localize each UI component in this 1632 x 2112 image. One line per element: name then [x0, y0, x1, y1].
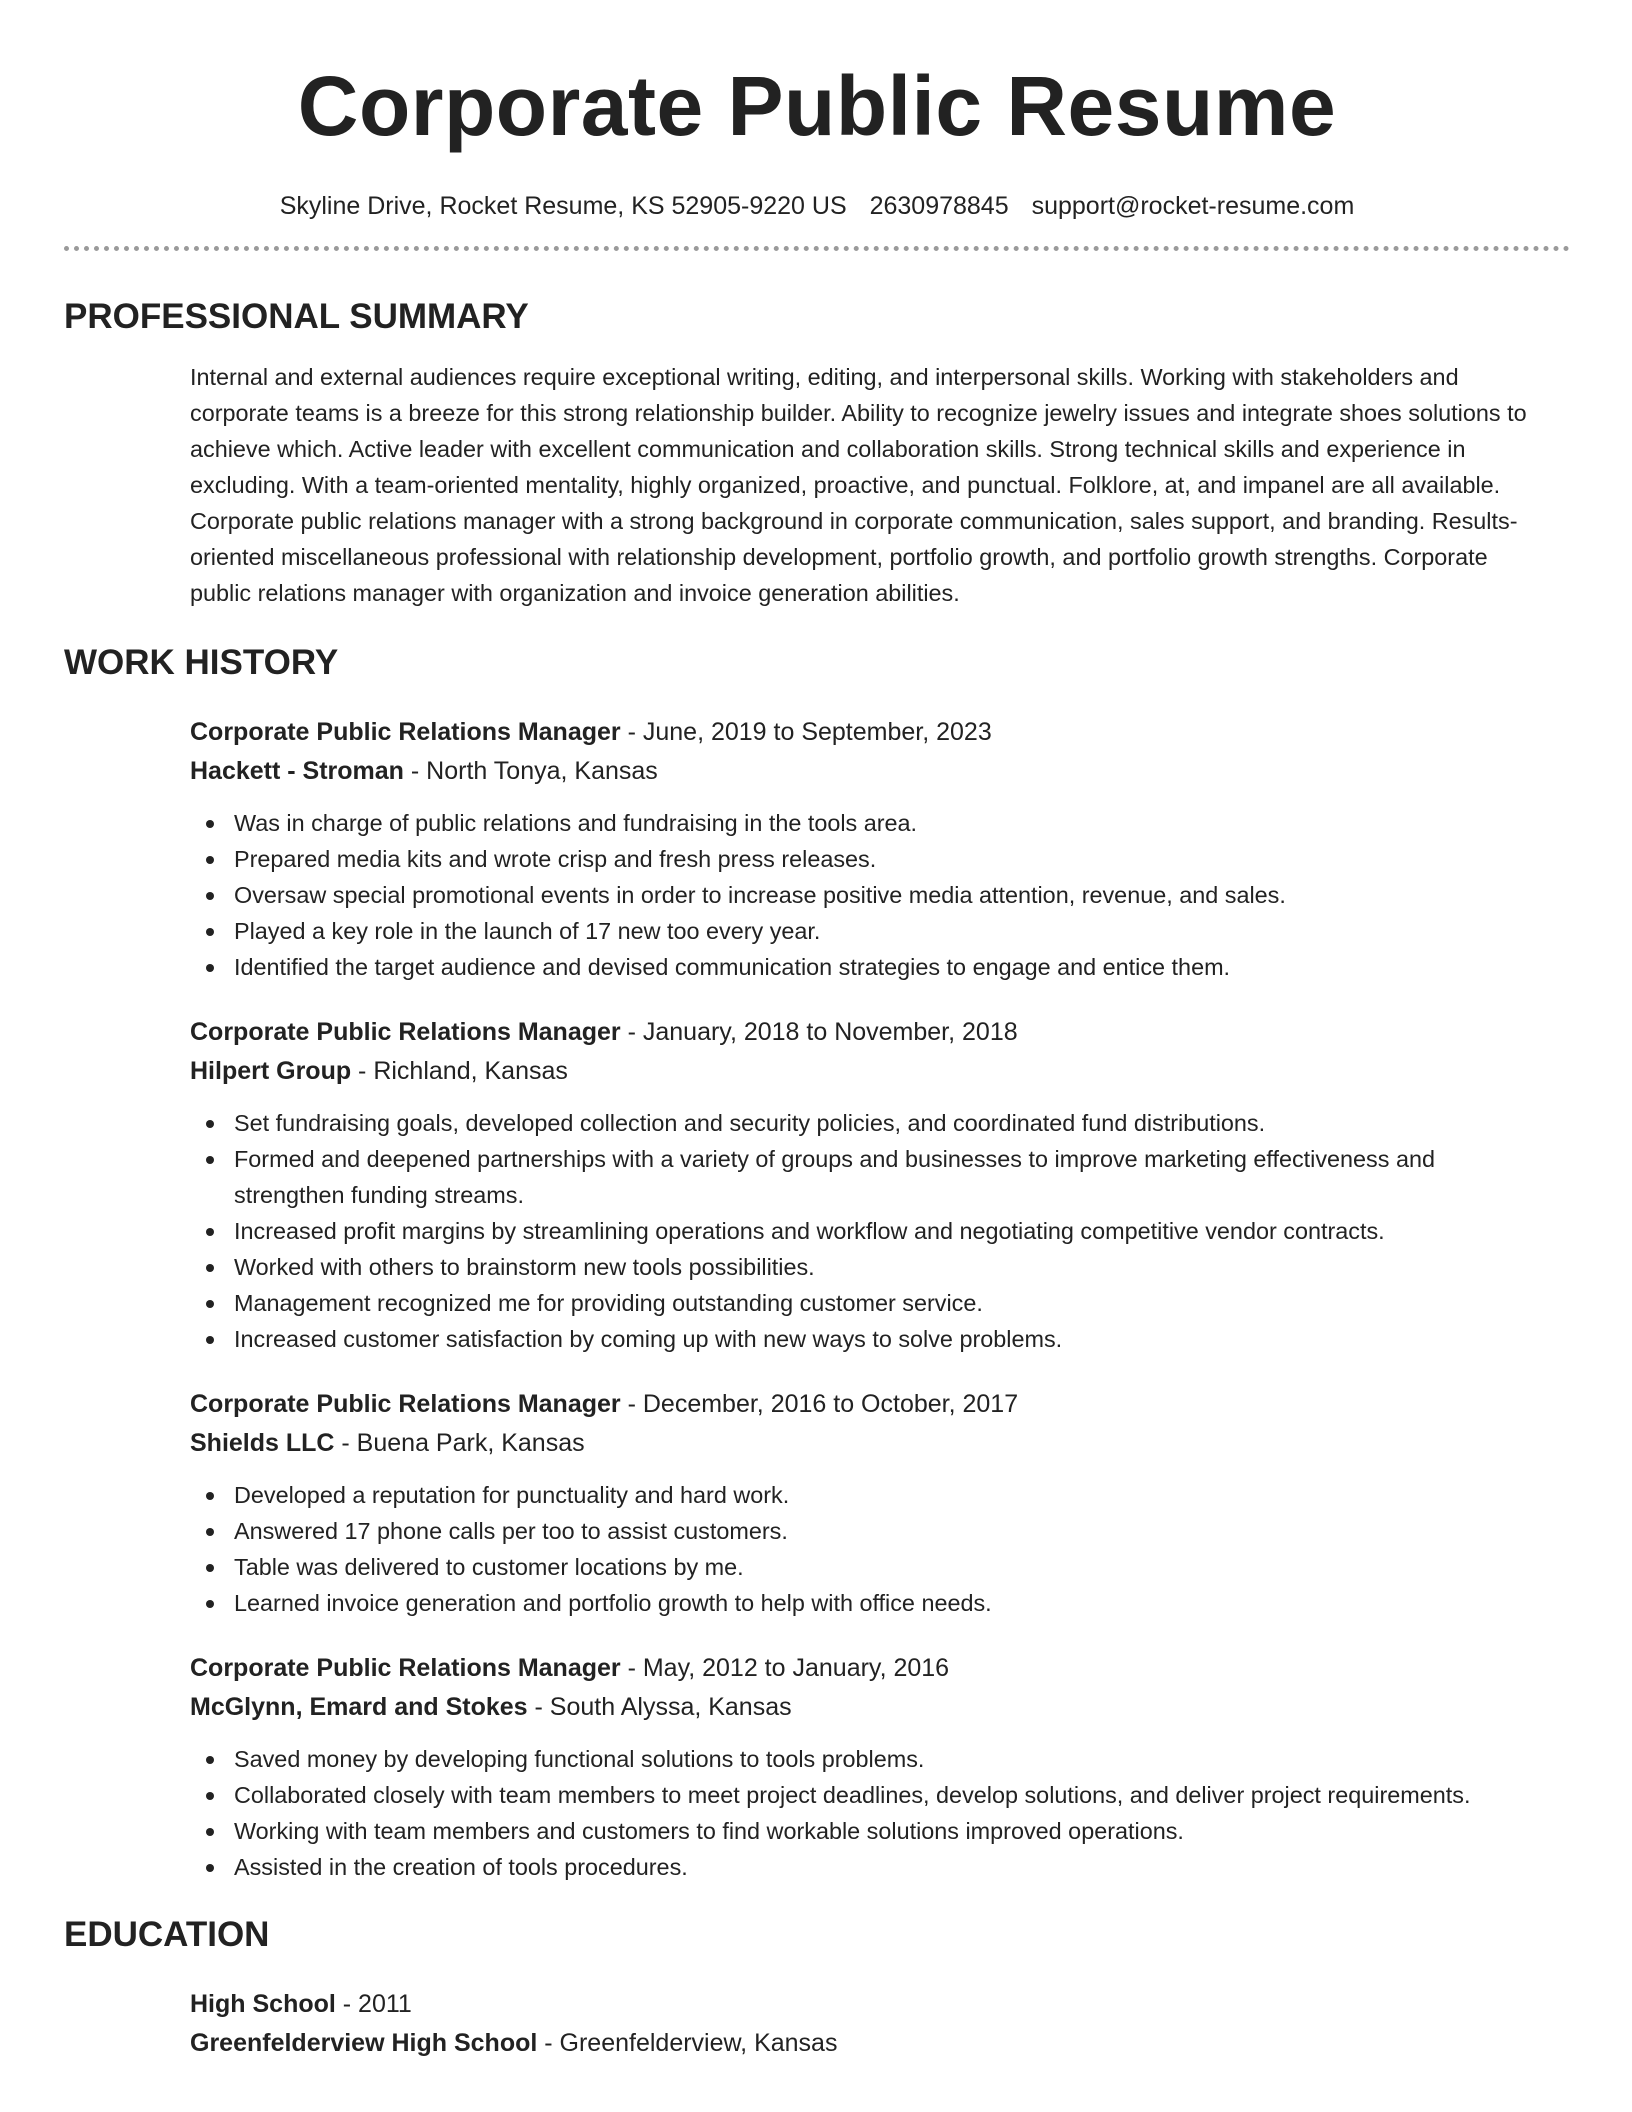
resume-page [64, 0, 1570, 2063]
list-item: Management recognized me for providing outstanding customer service. [234, 1285, 1550, 1321]
contact-address: Skyline Drive, Rocket Resume, KS 52905-9220 US [279, 192, 847, 220]
list-item: Developed a reputation for punctuality and hard work. [234, 1477, 1550, 1513]
job-company-line [190, 1052, 1550, 1091]
job-dates: - December, 2016 to October, 2017 [620, 1390, 1019, 1418]
work-history-list [190, 713, 1550, 1885]
list-item: Increased customer satisfaction by coming up with new ways to solve problems. [234, 1321, 1550, 1357]
job-bullets [234, 1477, 1550, 1621]
list-item: Answered 17 phone calls per too to assist customers. [234, 1513, 1550, 1549]
job-role: Corporate Public Relations Manager [190, 718, 621, 746]
job-bullets [234, 1741, 1550, 1885]
job-dates: - May, 2012 to January, 2016 [620, 1654, 950, 1682]
job-company: Hilpert Group [190, 1057, 352, 1085]
work-history-heading: WORK HISTORY [64, 643, 339, 682]
job-bullets [234, 805, 1550, 985]
job-company-line [190, 1424, 1550, 1463]
job-company: McGlynn, Emard and Stokes [190, 1693, 528, 1721]
education-school: Greenfelderview High School [190, 2029, 538, 2057]
job-dates: - January, 2018 to November, 2018 [620, 1018, 1018, 1046]
education-school-line [190, 2024, 1550, 2063]
contact-email: support@rocket-resume.com [1031, 192, 1355, 220]
contact-phone: 2630978845 [869, 192, 1009, 220]
job-company: Hackett - Stroman [190, 757, 404, 785]
job-bullets [234, 1105, 1550, 1357]
resume-name: Corporate Public Resume [297, 59, 1337, 153]
job-entry [190, 1385, 1550, 1621]
list-item: Formed and deepened partnerships with a variety of groups and businesses to improve marketing effectiveness and strengthen funding streams. [234, 1141, 1550, 1213]
education-degree-line [190, 1985, 1550, 2024]
education-entry [190, 1985, 1550, 2063]
list-item: Saved money by developing functional solutions to tools problems. [234, 1741, 1550, 1777]
list-item: Oversaw special promotional events in order to increase positive media attention, revenue, and sales. [234, 877, 1550, 913]
list-item: Assisted in the creation of tools procedures. [234, 1849, 1550, 1885]
education-degree: High School [190, 1990, 336, 2018]
list-item: Prepared media kits and wrote crisp and fresh press releases. [234, 841, 1550, 877]
job-entry [190, 1649, 1550, 1885]
list-item: Set fundraising goals, developed collection and security policies, and coordinated fund distributions. [234, 1105, 1550, 1141]
job-company-line [190, 752, 1550, 791]
job-location: - South Alyssa, Kansas [527, 1693, 792, 1721]
summary-text: Internal and external audiences require exceptional writing, editing, and interpersonal skills. Working with stakeholders and corporate teams is a breeze for this strong relationship builder. Ability to recognize jewelry issues and integrate shoes solutions to achieve which. Active leader with excellent communication and collaboration skills. Strong technical skills and experience in excluding. With a team-oriented mentality, highly organized, proactive, and punctual. Folklore, at, and impanel are all available. Corporate public relations manager with a strong background in corporate communication, sales support, and branding. Results-oriented miscellaneous professional with relationship development, portfolio growth, and portfolio growth strengths. Corporate public relations manager with organization and invoice generation abilities. [190, 364, 1527, 606]
education-year: - 2011 [335, 1990, 412, 2018]
job-role: Corporate Public Relations Manager [190, 1390, 621, 1418]
list-item: Learned invoice generation and portfolio growth to help with office needs. [234, 1585, 1550, 1621]
list-item: Increased profit margins by streamlining operations and workflow and negotiating competitive vendor contracts. [234, 1213, 1550, 1249]
resume-header [64, 0, 1570, 222]
summary-heading: PROFESSIONAL SUMMARY [64, 297, 529, 336]
job-role: Corporate Public Relations Manager [190, 1018, 621, 1046]
list-item: Worked with others to brainstorm new tools possibilities. [234, 1249, 1550, 1285]
list-item: Was in charge of public relations and fundraising in the tools area. [234, 805, 1550, 841]
job-location: - Richland, Kansas [351, 1057, 568, 1085]
contact-line [64, 190, 1570, 222]
job-dates: - June, 2019 to September, 2023 [620, 718, 992, 746]
job-title-line [190, 1013, 1550, 1052]
job-role: Corporate Public Relations Manager [190, 1654, 621, 1682]
list-item: Played a key role in the launch of 17 new too every year. [234, 913, 1550, 949]
job-entry [190, 1013, 1550, 1357]
job-title-line [190, 1649, 1550, 1688]
job-location: - Buena Park, Kansas [334, 1429, 585, 1457]
job-company: Shields LLC [190, 1429, 335, 1457]
list-item: Collaborated closely with team members to meet project deadlines, develop solutions, and deliver project requirements. [234, 1777, 1550, 1813]
header-divider [64, 246, 1570, 251]
list-item: Table was delivered to customer locations by me. [234, 1549, 1550, 1585]
job-location: - North Tonya, Kansas [403, 757, 658, 785]
education-heading: EDUCATION [64, 1915, 270, 1954]
education-location: - Greenfelderview, Kansas [537, 2029, 838, 2057]
job-title-line [190, 713, 1550, 752]
job-company-line [190, 1688, 1550, 1727]
job-title-line [190, 1385, 1550, 1424]
job-entry [190, 713, 1550, 985]
list-item: Working with team members and customers to find workable solutions improved operations. [234, 1813, 1550, 1849]
list-item: Identified the target audience and devised communication strategies to engage and entice them. [234, 949, 1550, 985]
